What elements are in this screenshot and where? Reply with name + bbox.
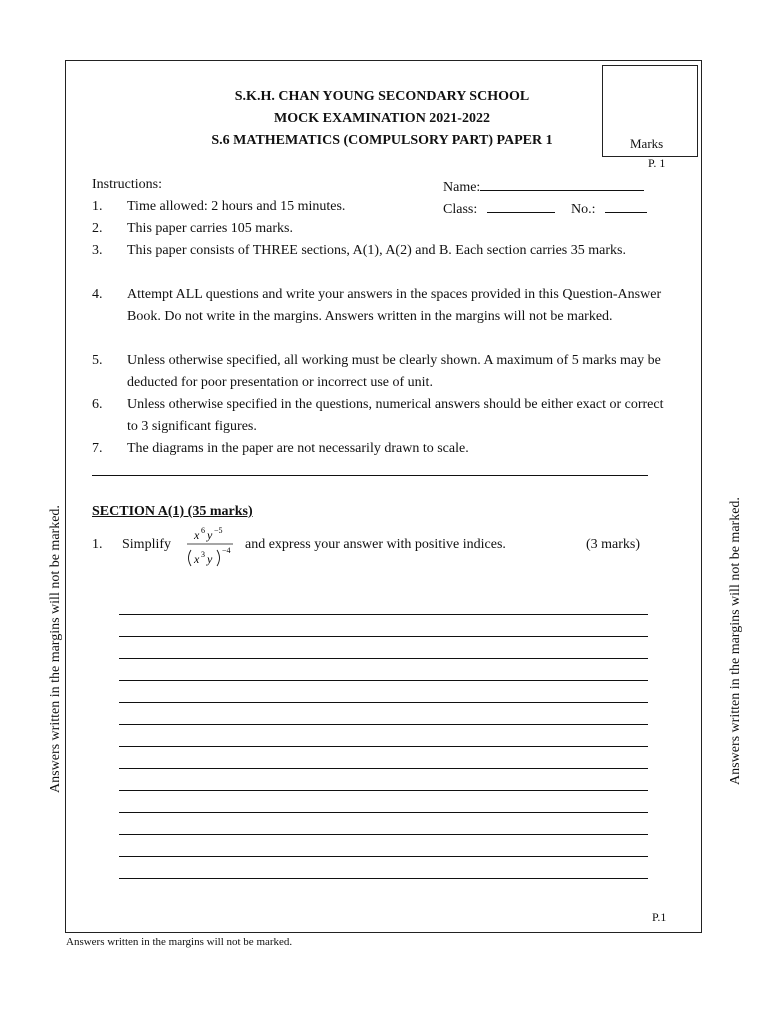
answer-line[interactable] (119, 812, 648, 813)
answer-line[interactable] (119, 680, 648, 681)
den-base-y: y (207, 552, 213, 566)
den-outer-exp: −4 (222, 546, 231, 555)
question-number: 1. (92, 537, 103, 552)
num-base-x: x (194, 528, 200, 542)
name-field[interactable] (443, 177, 644, 196)
question-text: and express your answer with positive indices. (245, 537, 506, 552)
instruction-number: 6. (92, 397, 103, 412)
answer-line[interactable] (119, 834, 648, 835)
instruction-text: This paper consists of THREE sections, A(1), A(2) and B. Each section carries 35 marks. (127, 243, 626, 258)
answer-line[interactable] (119, 746, 648, 747)
index-fraction (184, 522, 236, 574)
name-blank[interactable] (480, 177, 644, 191)
footer-margin-note: Answers written in the margins will not be marked. (66, 936, 293, 948)
marks-label: Marks (630, 136, 664, 151)
instruction-number: 5. (92, 353, 103, 368)
instruction-number: 3. (92, 243, 103, 258)
answer-line[interactable] (119, 790, 648, 791)
divider (92, 475, 648, 476)
left-bracket (189, 550, 192, 566)
right-bracket (217, 550, 220, 566)
school-name: S.K.H. CHAN YOUNG SECONDARY SCHOOL (234, 89, 530, 104)
answer-line[interactable] (119, 702, 648, 703)
den-exp-x: 3 (201, 550, 205, 559)
instruction-text: Attempt ALL questions and write your answers in the spaces provided in this Question-Answer Book. Do not write in the margins. Answers written in the margins will not be marked. (127, 287, 662, 324)
section-title: SECTION A(1) (35 marks) (92, 504, 253, 519)
no-blank[interactable] (605, 199, 647, 213)
den-base-x: x (194, 552, 200, 566)
num-exp-y: −5 (214, 526, 223, 535)
answer-line[interactable] (119, 636, 648, 637)
answer-line[interactable] (119, 614, 648, 615)
instruction-text: Unless otherwise specified in the questions, numerical answers should be either exact or correct to 3 significant figures. (127, 397, 664, 434)
page-number-top: P. 1 (648, 156, 666, 170)
page-number-bottom: P.1 (652, 910, 667, 924)
class-field[interactable] (443, 199, 555, 218)
right-margin-note: Answers written in the margins will not be marked. (728, 497, 743, 785)
instruction-number: 4. (92, 287, 103, 302)
instructions-heading: Instructions: (92, 177, 162, 192)
instruction-text: Unless otherwise specified, all working must be clearly shown. A maximum of 5 marks may be deducted for poor presentation or incorrect use of unit. (127, 353, 661, 390)
answer-line[interactable] (119, 856, 648, 857)
class-blank[interactable] (487, 199, 555, 213)
instruction-text: Time allowed: 2 hours and 15 minutes. (127, 199, 346, 214)
class-label: Class: (443, 202, 478, 217)
no-field[interactable] (571, 199, 647, 218)
num-exp-x: 6 (201, 526, 205, 535)
exam-title: MOCK EXAMINATION 2021-2022 (274, 111, 490, 126)
answer-line[interactable] (119, 768, 648, 769)
question-prefix: Simplify (122, 537, 172, 552)
answer-line[interactable] (119, 724, 648, 725)
answer-line[interactable] (119, 658, 648, 659)
no-label: No.: (571, 202, 596, 217)
num-base-y: y (207, 528, 213, 542)
left-margin-note: Answers written in the margins will not be marked. (48, 505, 63, 793)
answer-line[interactable] (119, 878, 648, 879)
instruction-text: This paper carries 105 marks. (127, 221, 293, 236)
instruction-number: 2. (92, 221, 103, 236)
name-label: Name: (443, 180, 481, 195)
paper-title: S.6 MATHEMATICS (COMPULSORY PART) PAPER 1 (211, 133, 553, 148)
instruction-text: The diagrams in the paper are not necessarily drawn to scale. (127, 441, 469, 456)
instruction-number: 7. (92, 441, 103, 456)
question-marks: (3 marks) (586, 537, 641, 552)
instruction-number: 1. (92, 199, 103, 214)
